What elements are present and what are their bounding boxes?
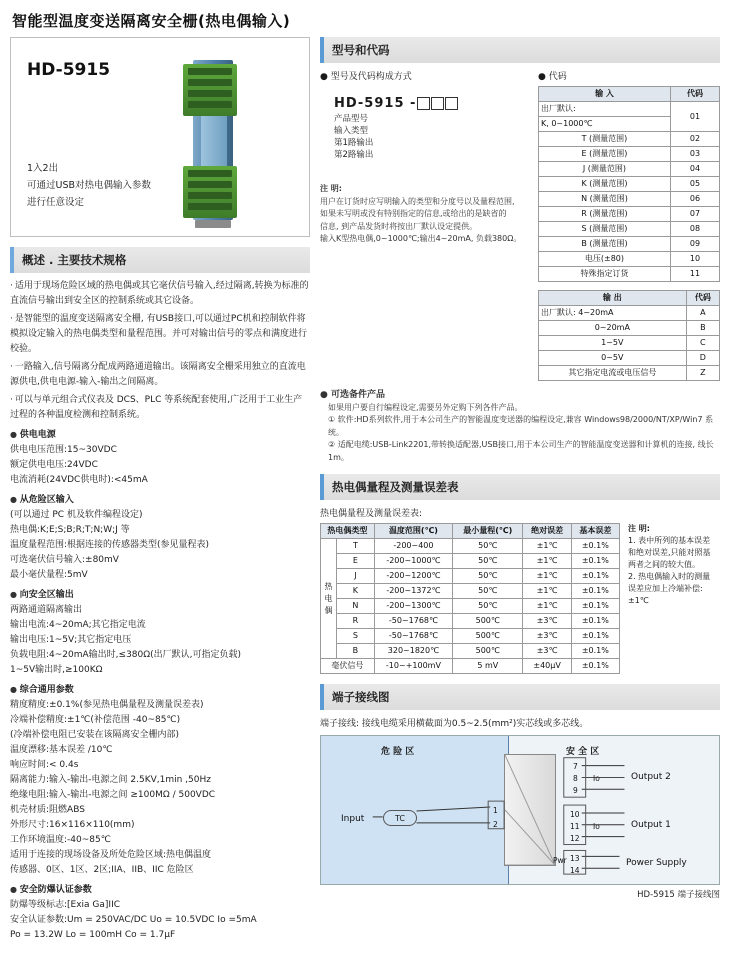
codes-note bbox=[320, 183, 530, 246]
codes-note-line-2: 信息, 到产品发货时将按出厂默认设定提供。 bbox=[320, 221, 478, 231]
terminal-13: 13 bbox=[570, 854, 580, 863]
section-range-header: 热电偶量程及测量误差表 bbox=[320, 474, 720, 500]
table-row: 出厂默认: 4~20mA A bbox=[539, 306, 720, 321]
table-row: J (测量范围) 04 bbox=[539, 162, 720, 177]
codes-note-line-1: 如果未写明或没有特别指定的信息,或给出的是缺省的 bbox=[320, 209, 507, 218]
range-notes bbox=[628, 523, 718, 607]
spec-item: 额定供电电压:24VDC bbox=[10, 460, 98, 470]
code-composition-title: ● 型号及代码构成方式 bbox=[320, 72, 412, 82]
spec-item: 两路通道隔离输出 bbox=[10, 605, 83, 615]
content-columns bbox=[0, 37, 732, 947]
wiring-diagram bbox=[320, 735, 720, 885]
output-code-table bbox=[538, 290, 720, 381]
range-header-3: 绝对误差 bbox=[523, 524, 571, 539]
table-row: 毫伏信号 -10~+100mV 5 mV ±40µV ±0.1% bbox=[321, 659, 620, 674]
terminal-11: 11 bbox=[570, 822, 580, 831]
terminal-14: 14 bbox=[570, 866, 580, 875]
range-header-1: 温度范围(℃) bbox=[374, 524, 452, 539]
code-tables bbox=[538, 69, 720, 381]
zone-danger-label: 危 险 区 bbox=[381, 747, 415, 757]
spec-item: (可以通过 PC 机及软件编程设定) bbox=[10, 510, 143, 520]
spec-group-title: ● 从危险区输入 bbox=[10, 492, 310, 508]
spec-group-input bbox=[10, 492, 310, 583]
output-table-header-0: 输 出 bbox=[539, 291, 687, 306]
table-row: N (测量范围) 06 bbox=[539, 192, 720, 207]
section-range bbox=[320, 474, 720, 674]
wiring-lines bbox=[321, 736, 719, 884]
range-note-2: 2. 热电偶输入时的测量误差应加上冷端补偿: ±1℃ bbox=[628, 572, 711, 605]
input-table-header-1: 代码 bbox=[670, 87, 719, 102]
page-title: 智能型温度变送隔离安全栅(热电偶输入) bbox=[12, 12, 291, 30]
code-box-2 bbox=[431, 97, 444, 110]
optional-products-title: ● 可选备件产品 bbox=[320, 390, 385, 400]
code-leader-2: 第1路输出 bbox=[334, 138, 374, 148]
model-code-prefix: HD-5915 - bbox=[334, 96, 417, 111]
left-column bbox=[10, 37, 310, 947]
spec-item: 电流消耗(24VDC供电时):<45mA bbox=[10, 475, 148, 485]
code-tables-title: ● 代码 bbox=[538, 72, 567, 82]
overview-para-0: · 适用于现场危险区域的热电偶或其它毫伏信号输入,经过隔离,转换为标准的直流信号输出到安全区的控制系统或其它设备。 bbox=[10, 279, 310, 309]
section-codes-header: 型号和代码 bbox=[320, 37, 720, 63]
spec-group-power bbox=[10, 427, 310, 488]
product-feature-3: 进行任意设定 bbox=[27, 197, 85, 208]
spec-item: (冷端补偿电阻已安装在该隔离安全栅内部) bbox=[10, 730, 180, 740]
table-row: 其它指定电流或电压信号 Z bbox=[539, 366, 720, 381]
terminal-9: 9 bbox=[573, 786, 578, 795]
overview-text bbox=[10, 279, 310, 423]
section-codes bbox=[320, 37, 720, 464]
connector-bottom bbox=[183, 166, 237, 218]
table-row: K -200~1372℃ 50℃ ±1℃ ±0.1% bbox=[321, 584, 620, 599]
right-column bbox=[320, 37, 720, 947]
spec-group-output bbox=[10, 587, 310, 678]
code-leader-0: 产品型号 bbox=[334, 114, 369, 124]
range-table-caption: 热电偶量程及测量误差表: bbox=[320, 509, 423, 519]
spec-group-title: ● 综合通用参数 bbox=[10, 682, 310, 698]
input-table-header-0: 输 入 bbox=[539, 87, 671, 102]
table-row: T (测量范围) 02 bbox=[539, 132, 720, 147]
spec-item: 供电电压范围:15~30VDC bbox=[10, 445, 117, 455]
model-code-string bbox=[334, 96, 530, 111]
spec-item: 传感器、0区、1区、2区;IIA、IIB、IIC 危险区 bbox=[10, 865, 194, 875]
optional-product-item-1: ① 软件:HD系列软件,用于本公司生产的智能温度变送器的编程设定,兼容 Windows98/2000/NT/XP/Win7 系统。 bbox=[328, 415, 714, 437]
range-note-1: 1. 表中所列的基本误差和绝对误差,只能对照基两者之间的较大值。 bbox=[628, 536, 711, 569]
table-row: K, 0~1000℃ bbox=[539, 117, 720, 132]
spec-item: 防爆等级标志:[Exia Ga]IIC bbox=[10, 900, 121, 910]
code-box-3 bbox=[445, 97, 458, 110]
spec-group-title: ● 供电电源 bbox=[10, 427, 310, 443]
code-composition bbox=[320, 69, 530, 381]
overview-para-1: · 是智能型的温度变送隔离安全栅, 有USB接口,可以通过PC机和控制软件将模拟设定输入的热电偶类型和量程范围。并可对输出信号的零点和满度进行校验。 bbox=[10, 312, 310, 357]
section-overview-header: 概述 . 主要技术规格 bbox=[10, 247, 310, 273]
terminal-2: 2 bbox=[493, 820, 498, 829]
spec-item: 1~5V输出时,≥100KΩ bbox=[10, 665, 103, 675]
optional-products bbox=[320, 389, 720, 464]
terminal-7: 7 bbox=[573, 762, 578, 771]
power-supply-label: Power Supply bbox=[626, 858, 687, 868]
range-error-table bbox=[320, 523, 620, 674]
power-mark: Pwr bbox=[553, 856, 567, 865]
spec-item: 工作环境温度:-40~85℃ bbox=[10, 835, 111, 845]
table-row: S -50~1768℃ 500℃ ±3℃ ±0.1% bbox=[321, 629, 620, 644]
table-row: 出厂默认: 01 bbox=[539, 102, 720, 117]
spec-group-general bbox=[10, 682, 310, 878]
codes-note-line-0: 用户在订货时应写明输入的类型和分度号以及量程范围, bbox=[320, 196, 515, 206]
input-code-table bbox=[538, 86, 720, 282]
table-row: B (测量范围) 09 bbox=[539, 237, 720, 252]
table-row: R -50~1768℃ 500℃ ±3℃ ±0.1% bbox=[321, 614, 620, 629]
spec-item: 温度漂移:基本误差 /10℃ bbox=[10, 745, 113, 755]
terminal-12: 12 bbox=[570, 834, 580, 843]
spec-group-title: ● 安全防爆认证参数 bbox=[10, 882, 310, 898]
code-leader-3: 第2路输出 bbox=[334, 150, 374, 160]
product-feature-1: 1入2出 bbox=[27, 163, 59, 174]
spec-item: 响应时间:< 0.4s bbox=[10, 760, 79, 770]
product-features bbox=[27, 160, 151, 211]
range-notes-title: 注 明: bbox=[628, 524, 650, 533]
table-row: 0~20mA B bbox=[539, 321, 720, 336]
overview-para-2: · 一路输入,信号隔离分配成两路通道输出。该隔离安全栅采用独立的直流电源供电,供电电源-输入-输出之间隔离。 bbox=[10, 360, 310, 390]
table-row: 1~5V C bbox=[539, 336, 720, 351]
spec-item: 热电偶:K;E;S;B;R;T;N;W;J 等 bbox=[10, 525, 130, 535]
optional-products-intro: 如果用户要自行编程设定,需要另外定购下列各件产品。 bbox=[328, 402, 523, 412]
table-row: 0~5V D bbox=[539, 351, 720, 366]
spec-item: 输出电流:4~20mA;其它指定电流 bbox=[10, 620, 146, 630]
spec-item: 最小毫伏量程:5mV bbox=[10, 570, 88, 580]
code-leader-1: 输入类型 bbox=[334, 126, 369, 136]
terminal-8: 8 bbox=[573, 774, 578, 783]
section-wiring-header: 端子接线图 bbox=[320, 684, 720, 710]
product-feature-2: 可通过USB对热电偶输入参数 bbox=[27, 180, 152, 191]
spec-item: Po = 13.2W Lo = 100mH Co = 1.7µF bbox=[10, 930, 176, 940]
io-mark-2: Io bbox=[593, 774, 600, 783]
spec-item: 冷端补偿精度:±1℃(补偿范围 -40~85℃) bbox=[10, 715, 181, 725]
output1-label: Output 1 bbox=[631, 820, 671, 830]
terminal-10: 10 bbox=[570, 810, 580, 819]
product-model: HD-5915 bbox=[27, 60, 111, 80]
output2-label: Output 2 bbox=[631, 772, 671, 782]
spec-item: 机壳材质:阻燃ABS bbox=[10, 805, 85, 815]
spec-item: 外形尺寸:16×116×110(mm) bbox=[10, 820, 135, 830]
range-header-0: 热电偶类型 bbox=[321, 524, 375, 539]
zone-safe-label: 安 全 区 bbox=[566, 747, 600, 757]
tc-label: TC bbox=[383, 810, 417, 826]
table-row: S (测量范围) 08 bbox=[539, 222, 720, 237]
spec-item: 隔离能力:输入-输出-电源之间 2.5KV,1min ,50Hz bbox=[10, 775, 211, 785]
spec-item: 负载电阻:4~20mA输出时,≤380Ω(出厂默认,可指定负载) bbox=[10, 650, 242, 660]
table-row: 热 电 偶 T -200~400 50℃ ±1℃ ±0.1% bbox=[321, 539, 620, 554]
wiring-intro: 端子接线: 接线电缆采用横截面为0.5~2.5(mm²)实芯线或多芯线。 bbox=[320, 719, 589, 729]
table-row: B 320~1820℃ 500℃ ±3℃ ±0.1% bbox=[321, 644, 620, 659]
range-header-2: 最小量程(℃) bbox=[453, 524, 523, 539]
spec-item: 可选毫伏信号输入:±80mV bbox=[10, 555, 119, 565]
spec-item: 绝缘电阻:输入-输出-电源之间 ≥100MΩ / 500VDC bbox=[10, 790, 216, 800]
table-row: E (测量范围) 03 bbox=[539, 147, 720, 162]
overview-para-3: · 可以与单元组合式仪表及 DCS、PLC 等系统配套使用,广泛用于工业生产过程的各种温度检测和控制系统。 bbox=[10, 393, 310, 423]
spec-groups bbox=[10, 427, 310, 943]
table-row: K (测量范围) 05 bbox=[539, 177, 720, 192]
connector-top bbox=[183, 64, 237, 116]
wiring-caption: HD-5915 端子接线图 bbox=[637, 890, 720, 900]
product-card bbox=[10, 37, 310, 237]
spec-item: 精度精度:±0.1%(参见热电偶量程及测量误差表) bbox=[10, 700, 204, 710]
spec-item: 输出电压:1~5V;其它指定电压 bbox=[10, 635, 132, 645]
output-table-header-1: 代码 bbox=[686, 291, 719, 306]
spec-item: 温度量程范围:根据连接的传感器类型(参见量程表) bbox=[10, 540, 210, 550]
device-illustration bbox=[165, 54, 257, 226]
code-box-1 bbox=[417, 97, 430, 110]
table-row: 电压(±80) 10 bbox=[539, 252, 720, 267]
spec-group-exproof bbox=[10, 882, 310, 943]
table-row: J -200~1200℃ 50℃ ±1℃ ±0.1% bbox=[321, 569, 620, 584]
code-leaders bbox=[334, 113, 530, 161]
input-label: Input bbox=[341, 814, 365, 824]
table-row: 特殊指定订货 11 bbox=[539, 267, 720, 282]
table-row: R (测量范围) 07 bbox=[539, 207, 720, 222]
range-header-4: 基本误差 bbox=[571, 524, 619, 539]
terminal-1: 1 bbox=[493, 806, 498, 815]
spec-item: 安全认证参数:Um = 250VAC/DC Uo = 10.5VDC Io =5mA bbox=[10, 915, 257, 925]
codes-note-line-3: 输入K型热电偶,0~1000℃;输出4~20mA, 负载380Ω。 bbox=[320, 234, 522, 243]
table-row: N -200~1300℃ 50℃ ±1℃ ±0.1% bbox=[321, 599, 620, 614]
table-row: E -200~1000℃ 50℃ ±1℃ ±0.1% bbox=[321, 554, 620, 569]
spec-group-title: ● 向安全区输出 bbox=[10, 587, 310, 603]
codes-note-title: 注 明: bbox=[320, 184, 342, 193]
spec-item: 适用于连接的现场设备及所处危险区域:热电偶温度 bbox=[10, 850, 212, 860]
io-mark-1: Io bbox=[593, 822, 600, 831]
section-wiring bbox=[320, 684, 720, 900]
optional-product-item-2: ② 适配电缆:USB-Link2201,带转换适配器,USB接口,用于本公司生产的智能温度变送器和计算机的连接, 线长1m。 bbox=[328, 440, 714, 462]
